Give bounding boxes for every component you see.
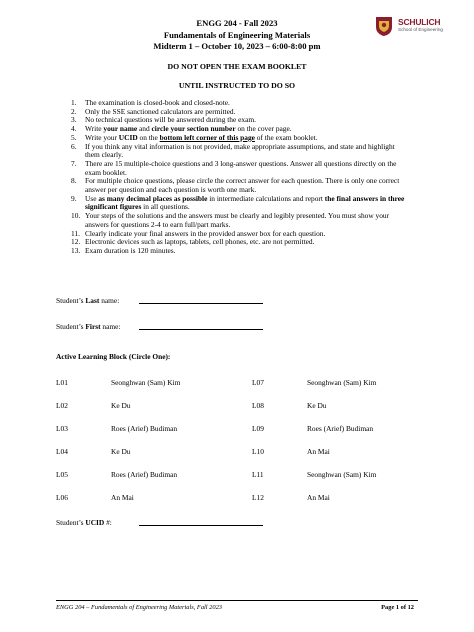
block-instructor: An Mai (307, 493, 330, 502)
last-name-label: Student’s Last name: (56, 296, 120, 305)
footer-page-number: Page 1 of 12 (381, 604, 414, 611)
block-instructor: Ke Du (111, 447, 131, 456)
rule-item: 9. Use as many decimal places as possible in intermediate calculations and report the final answers in three significant figures in all questions. (71, 193, 405, 212)
block-instructor: Ke Du (111, 401, 131, 410)
block-instructor: Seonghwan (Sam) Kim (307, 470, 377, 479)
rule-number: 13. (71, 245, 81, 255)
first-name-input-line[interactable] (139, 329, 263, 330)
rule-number: 5. (71, 132, 77, 142)
exam-rules-list (71, 99, 411, 256)
block-code: L10 (252, 447, 264, 456)
rule-item: 6. If you think any vital information is not provided, make appropriate assumptions, and state and highlight them clearly. (71, 141, 395, 160)
footer-course: ENGG 204 – Fundamentals of Engineering Materials, Fall 2023 (56, 604, 222, 611)
block-instructor: Ke Du (307, 401, 327, 410)
rule-number: 12. (71, 237, 81, 247)
block-instructor: Roes (Arief) Budiman (111, 470, 178, 479)
logo-name: SCHULICH (398, 17, 441, 27)
rule-item: 2. Only the SSE sanctioned calculators are permitted. (71, 106, 236, 116)
schulich-logo (372, 14, 450, 38)
warning-line-1: DO NOT OPEN THE EXAM BOOKLET (167, 62, 307, 71)
rule-number: 2. (71, 106, 77, 116)
crest-icon (372, 14, 396, 38)
rule-item: 13. Exam duration is 120 minutes. (71, 245, 176, 255)
block-code: L05 (56, 470, 68, 479)
exam-date: Midterm 1 – October 10, 2023 – 6:00-8:00 pm (153, 41, 321, 51)
block-code: L03 (56, 424, 68, 433)
rule-item: 8. For multiple choice questions, please circle the correct answer for each question. There is only one correct answer per question and each question is worth one mark. (71, 176, 400, 195)
last-name-input-line[interactable] (139, 303, 263, 304)
block-code: L04 (56, 447, 68, 456)
rule-item: 5. Write your UCID on the bottom left corner of this page of the exam booklet. (71, 132, 318, 142)
course-title: ENGG 204 - Fall 2023 (196, 18, 278, 28)
block-code: L09 (252, 424, 264, 433)
block-code: L12 (252, 493, 264, 502)
block-code: L08 (252, 401, 264, 410)
block-instructor: Seonghwan (Sam) Kim (307, 378, 377, 387)
rule-number: 4. (71, 124, 77, 134)
first-name-field (56, 322, 120, 331)
footer-divider (56, 600, 418, 601)
rule-number: 11. (71, 228, 80, 238)
rule-number: 7. (71, 158, 77, 168)
rule-number: 3. (71, 115, 77, 125)
last-name-field (56, 296, 119, 305)
active-learning-title: Active Learning Block (Circle One): (56, 352, 171, 361)
rule-item: 7. There are 15 multiple-choice questions and 3 long-answer questions. Answer all questions directly on the exam booklet. (71, 158, 397, 177)
first-name-label: Student’s First name: (56, 322, 121, 331)
block-instructor: An Mai (111, 493, 134, 502)
rule-number: 10. (71, 211, 81, 221)
rule-number: 6. (71, 141, 77, 151)
block-code: L01 (56, 378, 68, 387)
logo-subtitle: School of Engineering (398, 27, 443, 32)
rule-number: 8. (71, 176, 77, 186)
block-instructor: Roes (Arief) Budiman (307, 424, 374, 433)
rule-item: 3. No technical questions will be answered during the exam. (71, 115, 256, 125)
block-instructor: Seonghwan (Sam) Kim (111, 378, 181, 387)
block-code: L11 (252, 470, 264, 479)
ucid-input-line[interactable] (139, 525, 263, 526)
rule-item: 10. Your steps of the solutions and the answers must be clearly and legibly presented. You must show your answers for questions 2-4 to earn full/part marks. (71, 211, 390, 229)
rule-number: 9. (71, 193, 77, 203)
block-code: L02 (56, 401, 68, 410)
rule-number: 1. (71, 98, 77, 107)
ucid-field (56, 518, 112, 527)
block-code: L06 (56, 493, 68, 502)
rule-item: 4. Write your name and circle your section number on the cover page. (71, 124, 292, 134)
block-instructor: An Mai (307, 447, 330, 456)
course-name: Fundamentals of Engineering Materials (163, 29, 311, 40)
block-instructor: Roes (Arief) Budiman (111, 424, 178, 433)
warning-line-2: UNTIL INSTRUCTED TO DO SO (178, 81, 296, 90)
rule-item: 1. The examination is closed-book and closed-note. (71, 98, 230, 107)
ucid-label: Student’s UCID #: (56, 518, 112, 527)
block-code: L07 (252, 378, 264, 387)
rule-item: 11. Clearly indicate your final answers in the provided answer box for each question. (71, 228, 326, 238)
rule-item: 12. Electronic devices such as laptops, tablets, cell phones, etc. are not permitted. (71, 237, 315, 247)
